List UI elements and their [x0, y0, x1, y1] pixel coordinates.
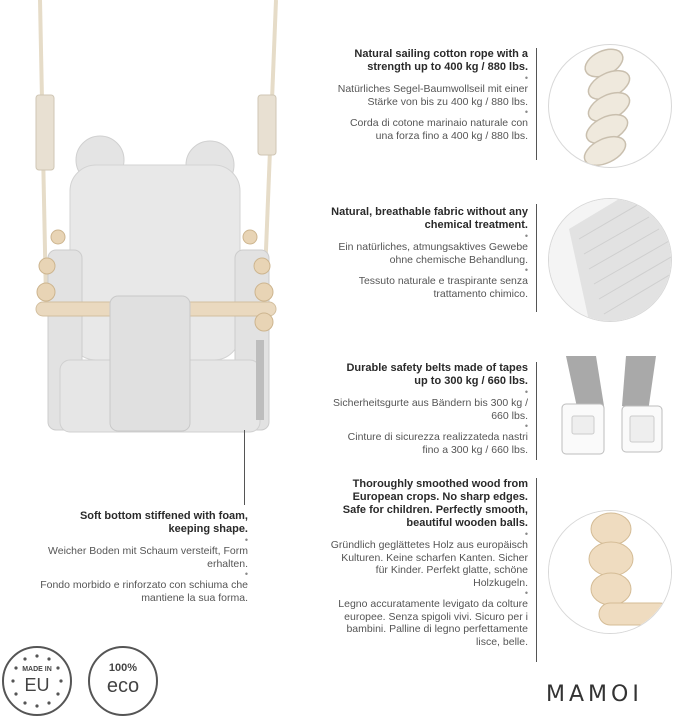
- pointer-line-bottom: [244, 430, 245, 505]
- eco-percent-label: 100%: [108, 662, 138, 674]
- fabric-closeup-image: [548, 198, 672, 322]
- soft-bottom-heading: Soft bottom stiffened with foam, keeping shape.: [79, 510, 248, 535]
- bullet: •: [524, 421, 528, 431]
- feature-belts: [330, 362, 528, 456]
- bullet: •: [524, 529, 528, 539]
- bullet: •: [524, 588, 528, 598]
- feature-rope-it: Corda di cotone marinaio naturale con una forza fino a 400 kg / 880 lbs.: [349, 117, 528, 142]
- feature-wood-heading: Thoroughly smoothed wood from European crops. No sharp edges. Safe for children. Perfectly smooth, beautiful wooden balls.: [342, 478, 528, 529]
- bullet: •: [244, 535, 248, 545]
- feature-fabric: [330, 206, 528, 300]
- rope-closeup-image: [548, 44, 672, 168]
- feature-belts-de: Sicherheitsgurte aus Bändern bis 300 kg / 660 lbs.: [333, 397, 528, 422]
- eu-label: EU: [24, 675, 50, 695]
- bullet: •: [524, 265, 528, 275]
- feature-rope-heading: Natural sailing cotton rope with a strength up to 400 kg / 880 lbs.: [354, 48, 528, 73]
- soft-bottom-description: [40, 510, 248, 604]
- divider-belts: [536, 362, 537, 460]
- swing-product-image: [0, 0, 300, 460]
- bullet: •: [524, 73, 528, 83]
- soft-bottom-de: Weicher Boden mit Schaum versteift, Form erhalten.: [48, 545, 248, 570]
- soft-bottom-it: Fondo morbido e rinforzato con schiuma che mantiene la sua forma.: [40, 579, 248, 604]
- made-in-eu-badge: [2, 646, 72, 716]
- feature-fabric-heading: Natural, breathable fabric without any chemical treatment.: [331, 206, 528, 231]
- feature-fabric-it: Tessuto naturale e traspirante senza trattamento chimico.: [358, 275, 528, 300]
- feature-wood-de: Gründlich geglättetes Holz aus europäisch Kulturen. Keine scharfen Kanten. Sicher für Kinder. Perfekt glatte, schöne Holzkugeln.: [330, 539, 528, 589]
- feature-belts-heading: Durable safety belts made of tapes up to 300 kg / 660 lbs.: [346, 362, 528, 387]
- feature-rope-de: Natürliches Segel-Baumwollseil mit einer Stärke von bis zu 400 kg / 880 lbs.: [337, 83, 528, 108]
- feature-rope: [330, 48, 528, 142]
- bullet: •: [244, 569, 248, 579]
- brand-logo: MAMOI: [546, 682, 643, 707]
- bullet: •: [524, 387, 528, 397]
- buckle-closeup-image: [556, 356, 668, 466]
- made-in-label: MADE IN: [22, 666, 52, 673]
- divider-rope: [536, 48, 537, 160]
- divider-wood: [536, 478, 537, 662]
- bullet: •: [524, 231, 528, 241]
- eco-badge: [88, 646, 158, 716]
- feature-wood-it: Legno accuratamente levigato da colture europee. Senza spigoli vivi. Sicuro per i bambini. Palline di legno perfettamente lisce, belle.: [338, 598, 528, 648]
- eco-label: eco: [106, 675, 140, 697]
- divider-fabric: [536, 204, 537, 312]
- bullet: •: [524, 107, 528, 117]
- wooden-balls-closeup-image: [548, 510, 672, 634]
- feature-wood: [330, 478, 528, 648]
- feature-belts-it: Cinture di sicurezza realizzateda nastri fino a 300 kg / 660 lbs.: [347, 431, 528, 456]
- feature-fabric-de: Ein natürliches, atmungsaktives Gewebe ohne chemische Behandlung.: [338, 241, 528, 266]
